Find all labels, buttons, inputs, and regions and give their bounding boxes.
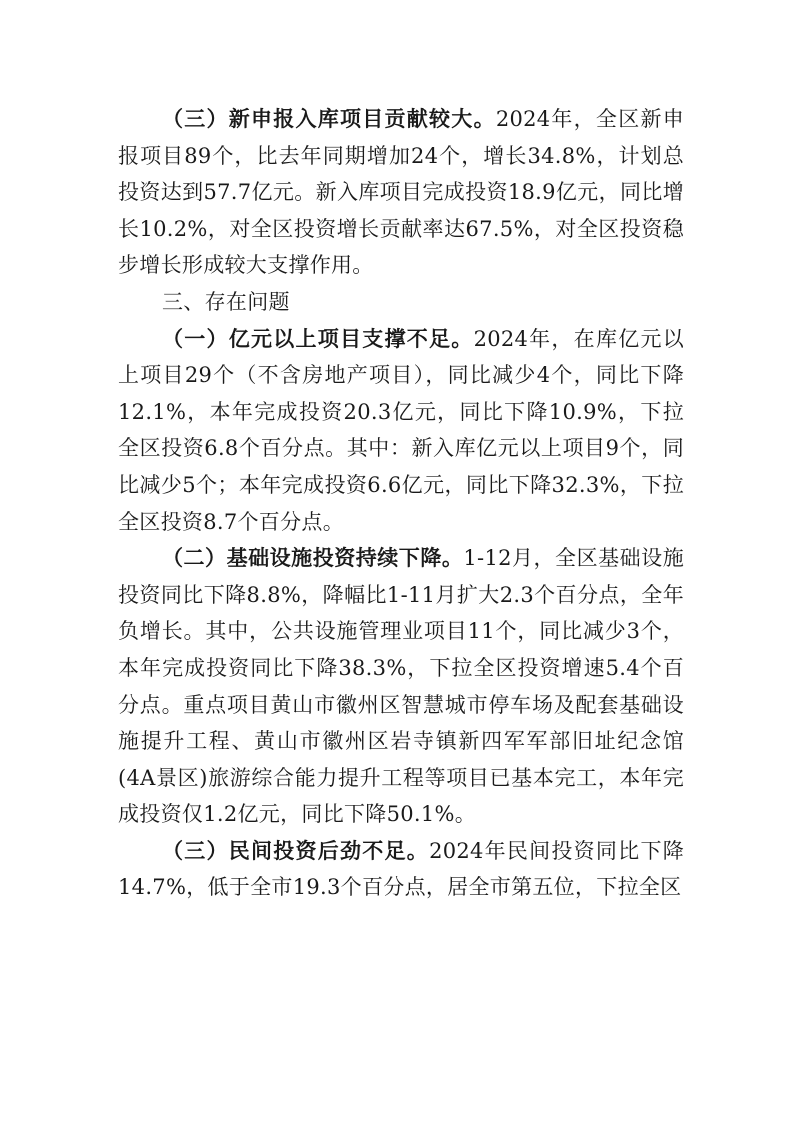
paragraph-lead: （一）亿元以上项目支撑不足。 — [162, 326, 474, 351]
paragraph-infrastructure — [118, 540, 684, 833]
paragraph-lead: （三）民间投资后劲不足。 — [162, 838, 430, 863]
paragraph-text: 1-12月，全区基础设施投资同比下降8.8%，降幅比1-11月扩大2.3个百分点，全年负增长。其中，公共设施管理业项目11个，同比减少3个，本年完成投资同比下降38.3%，下拉全区投资增速5.4个百分点。重点项目黄山市徽州区智慧城市停车场及配套基础设施提升工程、黄山市徽州区岩寺镇新四军军部旧址纪念馆(4A景区)旅游综合能力提升工程等项目已基本完工，本年完成投资仅1.2亿元，同比下降50.1%。 — [118, 546, 684, 827]
document-body — [118, 101, 684, 906]
paragraph-lead: （二）基础设施投资持续下降。 — [162, 546, 464, 571]
paragraph-text: 2024年，全区新申报项目89个，比去年同期增加24个，增长34.8%，计划总投资达到57.7亿元。新入库项目完成投资18.9亿元，同比增长10.2%，对全区投资增长贡献率达67.5%，对全区投资稳步增长形成较大支撑作用。 — [118, 107, 684, 278]
paragraph-text: 2024年，在库亿元以上项目29个（不含房地产项目），同比减少4个，同比下降12.1%，本年完成投资20.3亿元，同比下降10.9%，下拉全区投资6.8个百分点。其中：新入库亿元以上项目9个，同比减少5个；本年完成投资6.6亿元，同比下降32.3%，下拉全区投资8.7个百分点。 — [118, 326, 685, 534]
paragraph-new-projects — [118, 101, 684, 284]
paragraph-lead: （三）新申报入库项目贡献较大。 — [162, 107, 496, 131]
paragraph-private-investment — [118, 833, 684, 906]
section-heading: 三、存在问题 — [162, 289, 290, 314]
paragraph-text: 2024年民间投资同比下降14.7%，低于全市19.3个百分点，居全市第五位，下拉全区 — [118, 838, 684, 900]
paragraph-large-projects — [118, 321, 684, 541]
